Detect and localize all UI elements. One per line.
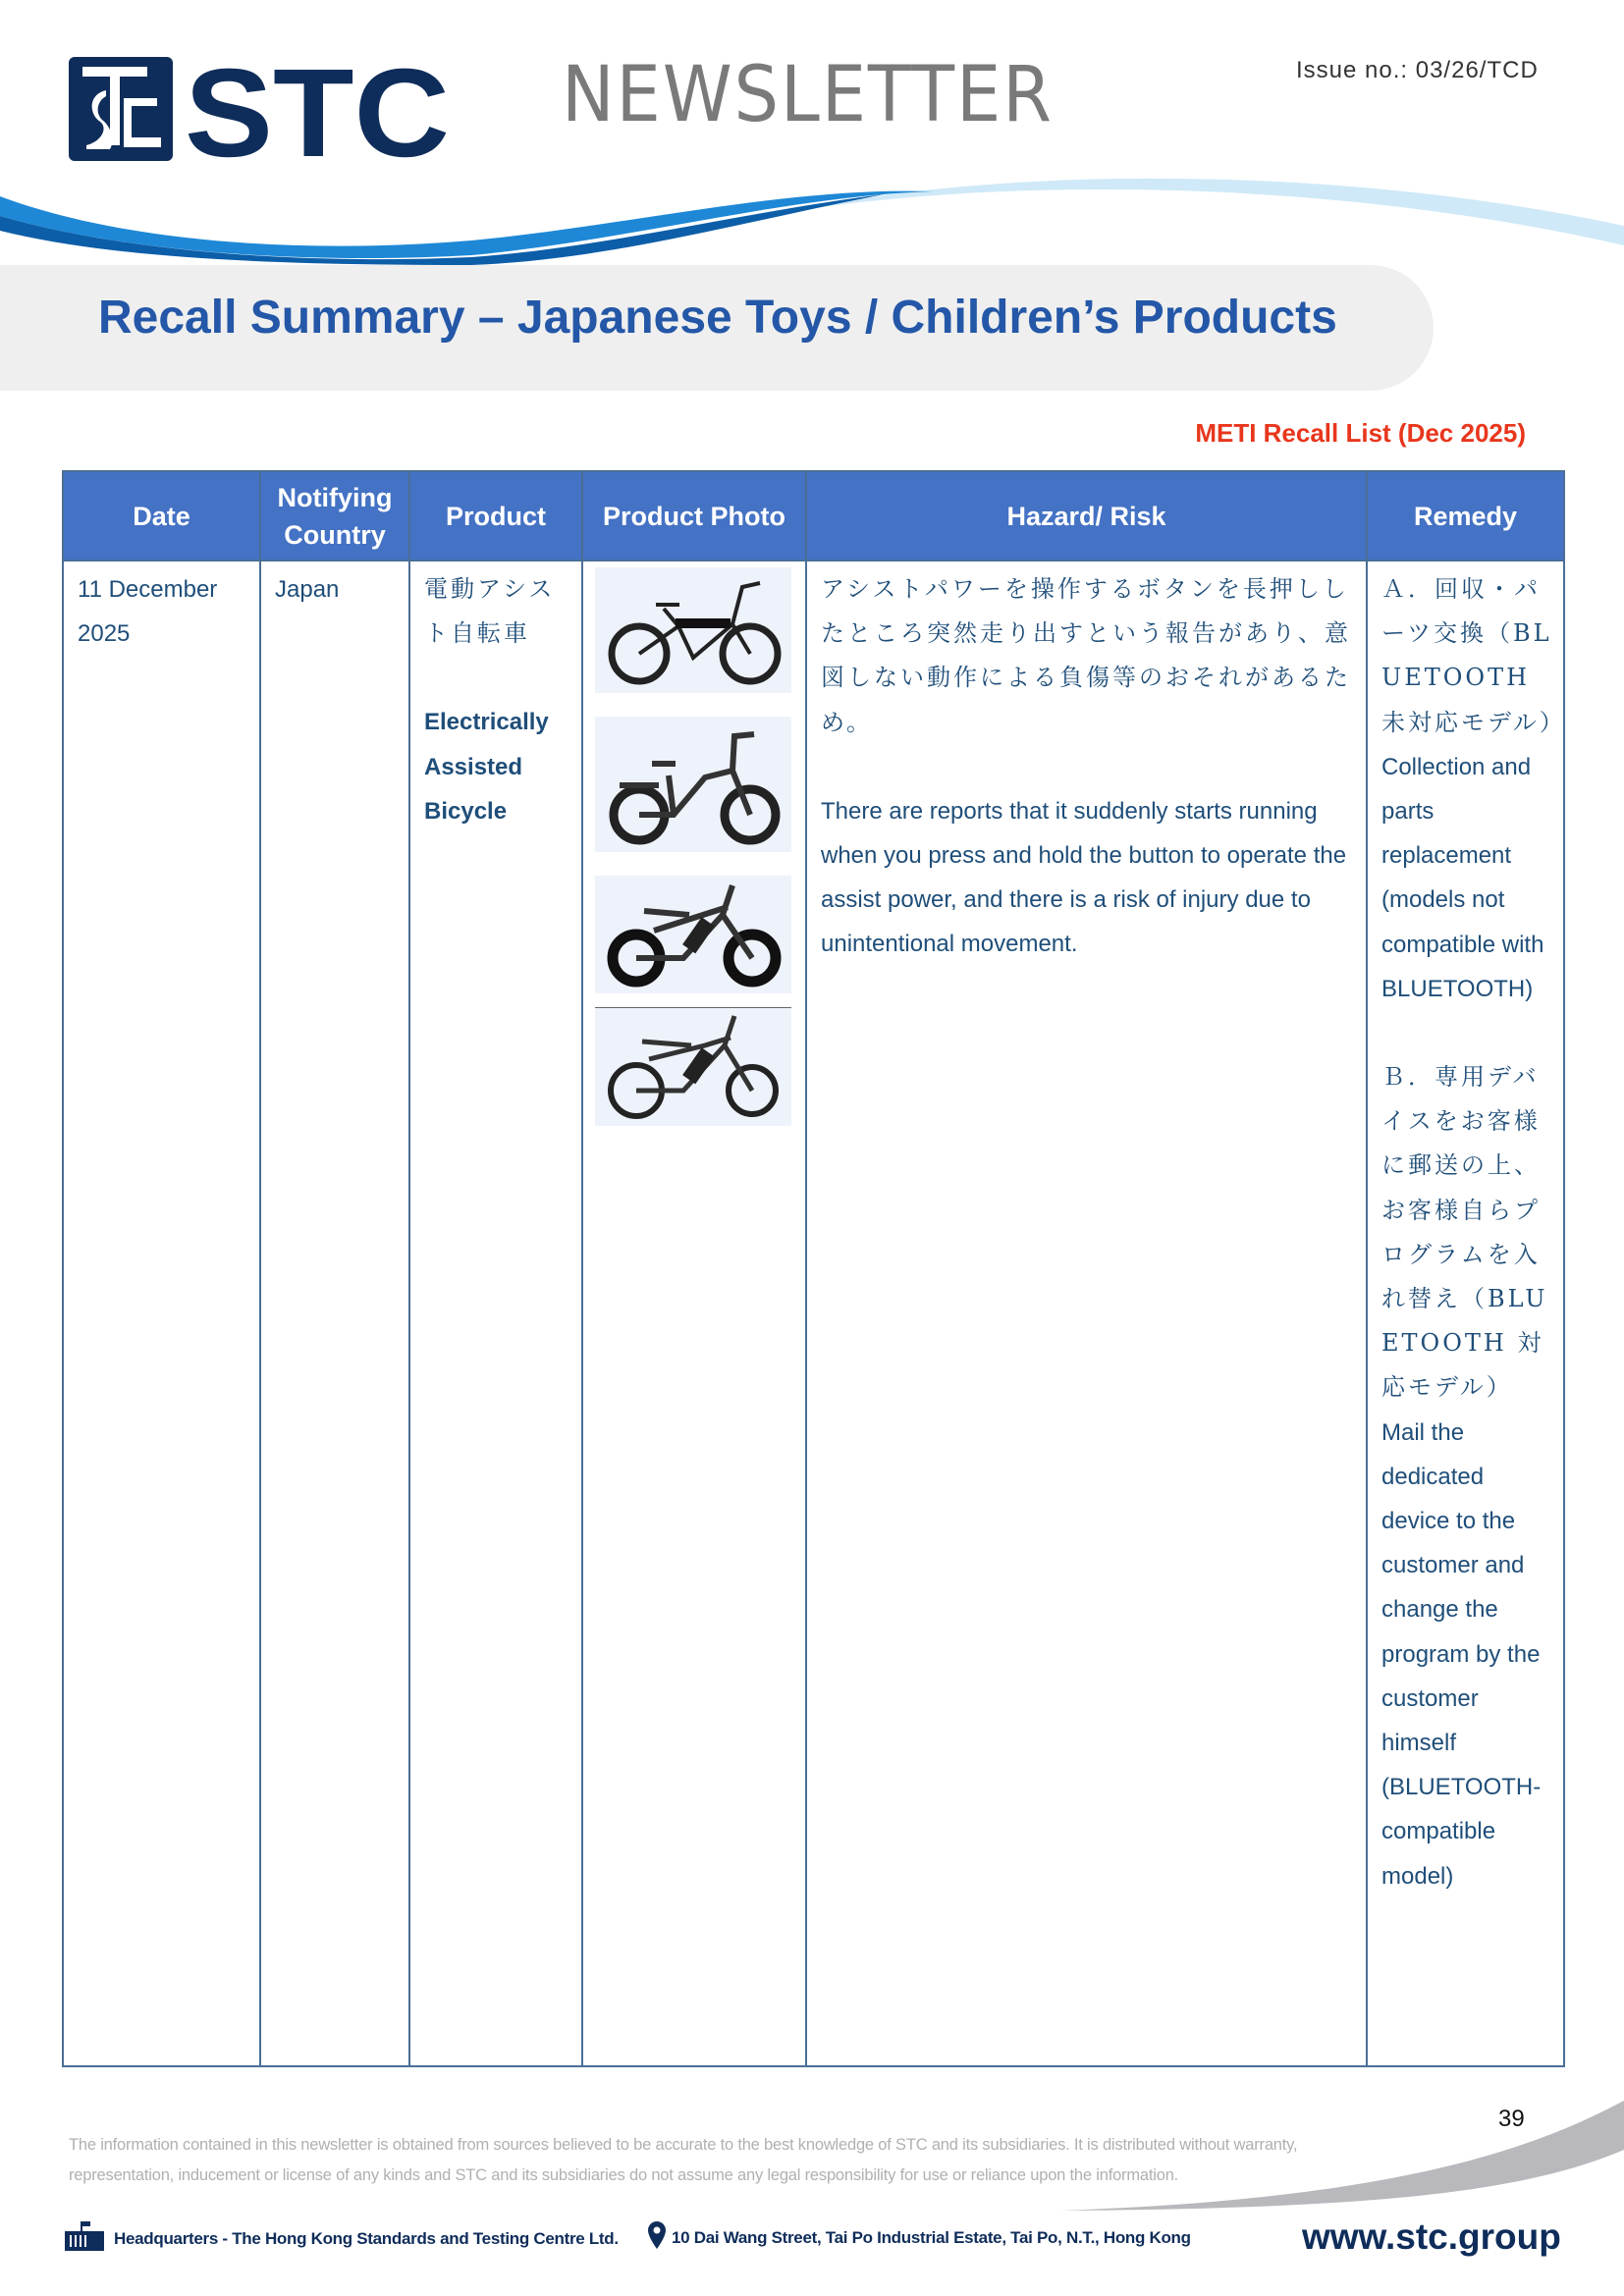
headquarters-line [63, 2221, 619, 2256]
recall-table [62, 470, 1565, 2067]
header-country-line1: Notifying [277, 482, 393, 512]
header-product: Product [409, 471, 582, 561]
product-name-en: Electrically Assisted Bicycle [424, 709, 549, 825]
recall-list-caption: METI Recall List (Dec 2025) [1195, 418, 1526, 448]
address-line [648, 2221, 1191, 2254]
cell-country: Japan [260, 561, 409, 2066]
address-text: 10 Dai Wang Street, Tai Po Industrial Estate, Tai Po, N.T., Hong Kong [672, 2227, 1191, 2247]
cell-product-photo [582, 561, 806, 2066]
header-hazard-risk: Hazard/ Risk [806, 471, 1367, 561]
table-header-row [63, 471, 1564, 561]
headquarters-text: Headquarters - The Hong Kong Standards and Testing Centre Ltd. [114, 2228, 619, 2248]
issue-number: Issue no.: 03/26/TCD [1296, 57, 1539, 83]
product-photo-1 [595, 567, 791, 693]
stc-logo [67, 55, 460, 163]
header-remedy: Remedy [1367, 471, 1564, 561]
remedy-a-en: Collection and parts replacement (models not compatible with BLUETOOTH) [1381, 753, 1544, 1002]
header-swoosh [0, 167, 1624, 265]
product-photo-3 [595, 876, 791, 993]
header-notifying-country [260, 471, 409, 561]
table-row [63, 561, 1564, 2066]
remedy-a-jp: Ａ．回収・パーツ交換（BLUETOOTH 未対応モデル） [1381, 575, 1566, 736]
cell-date: 11 December 2025 [63, 561, 260, 2066]
product-photo-2 [595, 717, 791, 852]
website-link[interactable]: www.stc.group [1302, 2216, 1561, 2257]
header-country-line2: Country [284, 519, 386, 550]
newsletter-label: NEWSLETTER [562, 51, 1054, 139]
product-name-jp: 電動アシスト自転車 [424, 575, 556, 648]
product-photo-4 [595, 1007, 791, 1126]
cell-remedy [1367, 561, 1564, 2066]
cell-product [409, 561, 582, 2066]
hazard-text-jp: アシストパワーを操作するボタンを長押ししたところ突然走り出すという報告があり、意図しない動作による負傷等のおそれがあるため。 [821, 575, 1351, 736]
hazard-text-en: There are reports that it suddenly starts running when you press and hold the button to operate the assist power, and there is a risk of injury due to unintentional movement. [821, 797, 1347, 958]
remedy-b-en: Mail the dedicated device to the customer and change the program by the customer himself (BLUETOOTH-compatible model) [1381, 1418, 1542, 1890]
remedy-b-jp: Ｂ．専用デバイスをお客様に郵送の上、お客様自らプログラムを入れ替え（BLUETOOTH 対応モデル） [1381, 1063, 1548, 1402]
disclaimer: The information contained in this newsletter is obtained from sources believed to be accurate to the best knowledge of STC and its subsidiaries. It is distributed without warranty, representation, inducement or license of any kinds and STC and its subsidiaries do not assume any legal responsibility for use or reliance upon the information. [69, 2136, 1298, 2184]
header-date: Date [63, 471, 260, 561]
page-title: Recall Summary – Japanese Toys / Children’s Products [98, 292, 1337, 344]
cell-hazard-risk [806, 561, 1367, 2066]
header-product-photo: Product Photo [582, 471, 806, 561]
location-pin-icon [648, 2221, 666, 2254]
logo-text: STC [185, 55, 450, 163]
building-icon [63, 2221, 106, 2256]
page-number: 39 [1498, 2106, 1525, 2132]
